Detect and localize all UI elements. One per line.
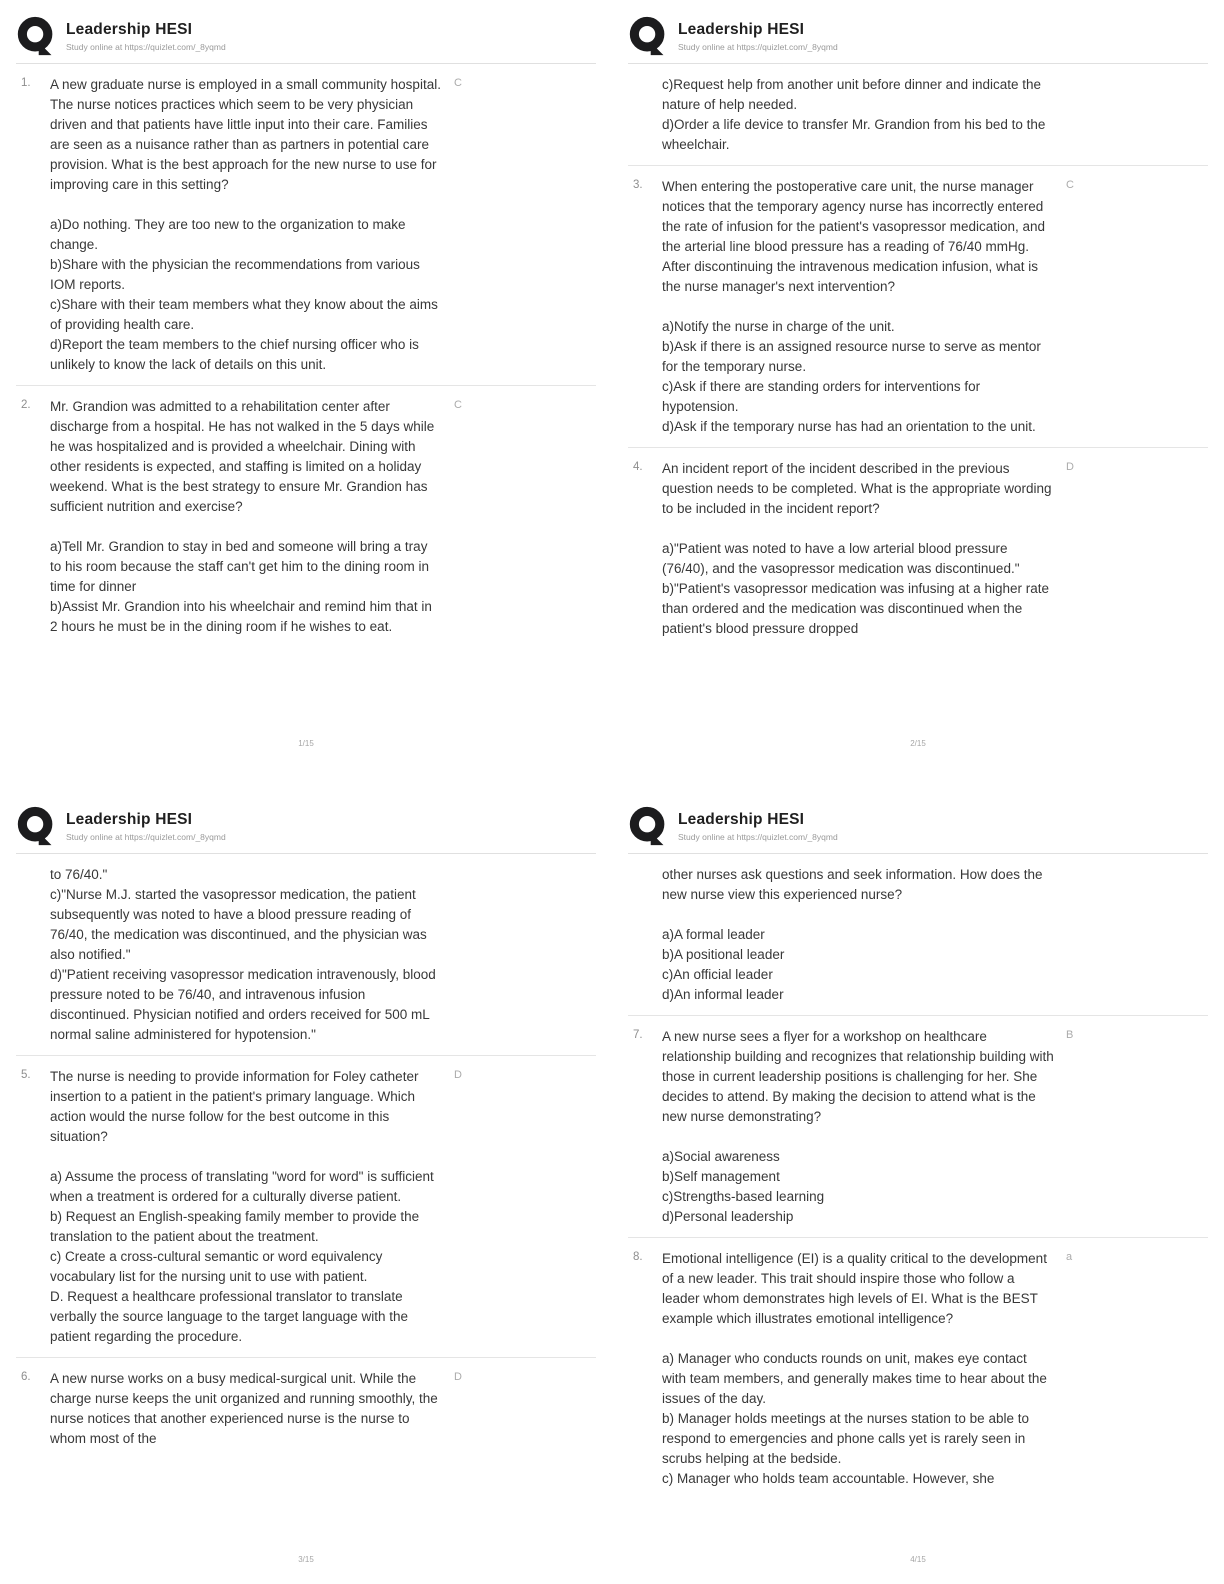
study-online-link[interactable]: Study online at https://quizlet.com/_8yqmd (66, 41, 226, 52)
page-header (16, 790, 596, 854)
questions-list (628, 64, 1208, 649)
answer-letter: C (454, 77, 462, 89)
text-line: a) Assume the process of translating "word for word" is sufficient when a treatment is ordered for a culturally diverse patient. (50, 1169, 434, 1204)
question-body (50, 397, 442, 637)
quizlet-logo-icon (16, 15, 56, 57)
paragraph (50, 397, 442, 517)
text-line: b)Share with the physician the recommendations from various IOM reports. (50, 257, 420, 292)
text-line: When entering the postoperative care unit, the nurse manager notices that the temporary agency nurse has incorrectly entered the rate of infusion for the patient's vasopressor medication, and the arterial line blood pressure has a reading of 76/40 mmHg. After discontinuing the intravenous medication infusion, what is the nurse manager's next intervention? (662, 179, 1046, 294)
text-line: d)Ask if the temporary nurse has had an orientation to the unit. (662, 419, 1036, 434)
text-line: Emotional intelligence (EI) is a quality critical to the development of a new leader. This trait should inspire those who follow a leader whom demonstrates high levels of EI. What is the BEST example which illustrates emotional intelligence? (662, 1251, 1047, 1326)
question-block (628, 447, 1208, 649)
text-line: b)"Patient's vasopressor medication was infusing at a higher rate than ordered and the medication was discontinued when the patient's blood pressure dropped (662, 581, 1050, 636)
question-number: 8. (633, 1251, 643, 1263)
text-line: a)Social awareness (662, 1149, 780, 1164)
study-online-link[interactable]: Study online at https://quizlet.com/_8yqmd (66, 831, 226, 842)
text-line: c)Strengths-based learning (662, 1189, 825, 1204)
text-line: b)Assist Mr. Grandion into his wheelchair and remind him that in 2 hours he must be in the dining room if he wishes to eat. (50, 599, 432, 634)
question-body (662, 459, 1054, 639)
question-number: 3. (633, 179, 643, 191)
text-line: b)Self management (662, 1169, 780, 1184)
text-line: An incident report of the incident described in the previous question needs to be completed. What is the appropriate wording to be included in the incident report? (662, 461, 1052, 516)
text-line: c) Create a cross-cultural semantic or word equivalency vocabulary list for the nursing unit to use with patient. (50, 1249, 383, 1284)
text-line: b) Request an English-speaking family member to provide the translation to the patient about the treatment. (50, 1209, 420, 1244)
page-number: 3/15 (298, 1555, 314, 1564)
text-line: b)Ask if there is an assigned resource nurse to serve as mentor for the temporary nurse. (662, 339, 1041, 374)
paragraph (662, 459, 1054, 519)
questions-list (628, 854, 1208, 1499)
question-block (16, 385, 596, 647)
text-line: D. Request a healthcare professional translator to translate verbally the source language to the target language with the patient regarding the procedure. (50, 1289, 408, 1344)
quizlet-logo-icon (628, 15, 668, 57)
page-header (628, 790, 1208, 854)
text-line: d)"Patient receiving vasopressor medication intravenously, blood pressure noted to be 76/40, and intravenous infusion discontinued. Physician notified and orders received for 500 mL normal saline administered for hypotension." (50, 967, 436, 1042)
question-block (628, 64, 1208, 165)
header-text (678, 21, 838, 52)
paragraph (50, 1167, 442, 1347)
paragraph (50, 215, 442, 375)
page (612, 0, 1224, 790)
text-line: d)Report the team members to the chief nursing officer who is unlikely to know the lack of details on this unit. (50, 337, 419, 372)
text-line: c)Share with their team members what they know about the aims of providing health care. (50, 297, 438, 332)
quizlet-logo-icon (628, 805, 668, 847)
paragraph (662, 317, 1054, 437)
text-line: c)Request help from another unit before dinner and indicate the nature of help needed. (662, 77, 1041, 112)
text-line: A new nurse works on a busy medical-surgical unit. While the charge nurse keeps the unit organized and running smoothly, the nurse notices that another experienced nurse is the nurse to whom most of the (50, 1371, 438, 1446)
text-line: A new graduate nurse is employed in a small community hospital. The nurse notices practices which seem to be very physician driven and that patients have little input into their care. Families are seen as a nuisance rather than as partners in potential care provision. What is the best approach for the new nurse to use for improving care in this setting? (50, 77, 441, 192)
text-line: d)Order a life device to transfer Mr. Grandion from his bed to the wheelchair. (662, 117, 1046, 152)
question-body (50, 865, 442, 1045)
text-line: a)A formal leader (662, 927, 765, 942)
questions-list (16, 854, 596, 1459)
question-number: 4. (633, 461, 643, 473)
page-number: 4/15 (910, 1555, 926, 1564)
paragraph (662, 539, 1054, 639)
header-text (678, 811, 838, 842)
question-body (662, 865, 1054, 1005)
question-block (628, 165, 1208, 447)
set-title: Leadership HESI (66, 810, 193, 828)
question-block (628, 854, 1208, 1015)
question-block (628, 1015, 1208, 1237)
text-line: other nurses ask questions and seek information. How does the new nurse view this experienced nurse? (662, 867, 1043, 902)
text-line: c)An official leader (662, 967, 773, 982)
paragraph (662, 177, 1054, 297)
paragraph (662, 1147, 1054, 1227)
question-block (628, 1237, 1208, 1499)
quizlet-logo-icon (16, 805, 56, 847)
text-line: c)"Nurse M.J. started the vasopressor medication, the patient subsequently was noted to have a blood pressure reading of 76/40, the medication was discontinued, and the physician was also notified." (50, 887, 427, 962)
text-line: c)Ask if there are standing orders for interventions for hypotension. (662, 379, 981, 414)
text-line: Mr. Grandion was admitted to a rehabilitation center after discharge from a hospital. He has not walked in the 5 days while he was hospitalized and is provided a wheelchair. Dining with other residents is expected, and staffing is limited on a holiday weekend. What is the best strategy to ensure Mr. Grandion has sufficient nutrition and exercise? (50, 399, 435, 514)
text-line: The nurse is needing to provide information for Foley catheter insertion to a patient in the patient's primary language. Which action would the nurse follow for the best outcome in this situation? (50, 1069, 419, 1144)
set-title: Leadership HESI (66, 20, 193, 38)
question-block (16, 854, 596, 1055)
study-online-link[interactable]: Study online at https://quizlet.com/_8yqmd (678, 41, 838, 52)
text-line: d)An informal leader (662, 987, 784, 1002)
paragraph (662, 75, 1054, 155)
question-block (16, 1055, 596, 1357)
study-online-link[interactable]: Study online at https://quizlet.com/_8yqmd (678, 831, 838, 842)
paragraph (662, 1027, 1054, 1127)
question-number: 7. (633, 1029, 643, 1041)
paragraph (50, 75, 442, 195)
question-number (628, 75, 662, 77)
paragraph (50, 1067, 442, 1147)
answer-letter: D (1066, 461, 1074, 473)
question-number: 5. (21, 1069, 31, 1081)
question-body (662, 1027, 1054, 1227)
text-line: a) Manager who conducts rounds on unit, makes eye contact with team members, and generally makes time to hear about the issues of the day. (662, 1351, 1047, 1406)
set-title: Leadership HESI (678, 20, 805, 38)
question-body (662, 1249, 1054, 1489)
paragraph (50, 1369, 442, 1449)
text-line: a)"Patient was noted to have a low arterial blood pressure (76/40), and the vasopressor medication was discontinued." (662, 541, 1020, 576)
paragraph (662, 1249, 1054, 1329)
page (0, 790, 612, 1584)
page (0, 0, 612, 790)
answer-letter: C (1066, 179, 1074, 191)
page-number: 2/15 (910, 739, 926, 748)
answer-letter: D (454, 1371, 462, 1383)
question-body (50, 1067, 442, 1347)
answer-letter: a (1066, 1251, 1073, 1263)
question-number: 1. (21, 77, 31, 89)
paragraph (662, 925, 1054, 1005)
text-line: d)Personal leadership (662, 1209, 794, 1224)
set-title: Leadership HESI (678, 810, 805, 828)
paragraph (50, 537, 442, 637)
answer-letter: C (454, 399, 462, 411)
text-line: b)A positional leader (662, 947, 785, 962)
question-block (16, 1357, 596, 1459)
question-number (628, 865, 662, 867)
header-text (66, 21, 226, 52)
text-line: c) Manager who holds team accountable. However, she (662, 1471, 995, 1486)
question-block (16, 64, 596, 385)
page-number: 1/15 (298, 739, 314, 748)
question-body (50, 75, 442, 375)
answer-letter: B (1066, 1029, 1074, 1041)
header-text (66, 811, 226, 842)
paragraph (662, 1349, 1054, 1489)
question-number: 6. (21, 1371, 31, 1383)
question-body (662, 75, 1054, 155)
question-body (662, 177, 1054, 437)
question-number: 2. (21, 399, 31, 411)
text-line: a)Notify the nurse in charge of the unit. (662, 319, 895, 334)
page-header (628, 0, 1208, 64)
questions-list (16, 64, 596, 647)
page-header (16, 0, 596, 64)
question-number (16, 865, 50, 867)
text-line: b) Manager holds meetings at the nurses station to be able to respond to emergencies and phone calls yet is rarely seen in scrubs helping at the bedside. (662, 1411, 1029, 1466)
text-line: to 76/40." (50, 867, 108, 882)
question-body (50, 1369, 442, 1449)
text-line: A new nurse sees a flyer for a workshop on healthcare relationship building and recognizes that relationship building with those in current leadership positions is challenging for her. She decides to attend. By making the decision to attend what is the new nurse demonstrating? (662, 1029, 1054, 1124)
paragraph (662, 865, 1054, 905)
page (612, 790, 1224, 1584)
answer-letter: D (454, 1069, 462, 1081)
text-line: a)Tell Mr. Grandion to stay in bed and someone will bring a tray to his room because the staff can't get him to the dining room in time for dinner (50, 539, 430, 594)
paragraph (50, 865, 442, 1045)
text-line: a)Do nothing. They are too new to the organization to make change. (50, 217, 406, 252)
